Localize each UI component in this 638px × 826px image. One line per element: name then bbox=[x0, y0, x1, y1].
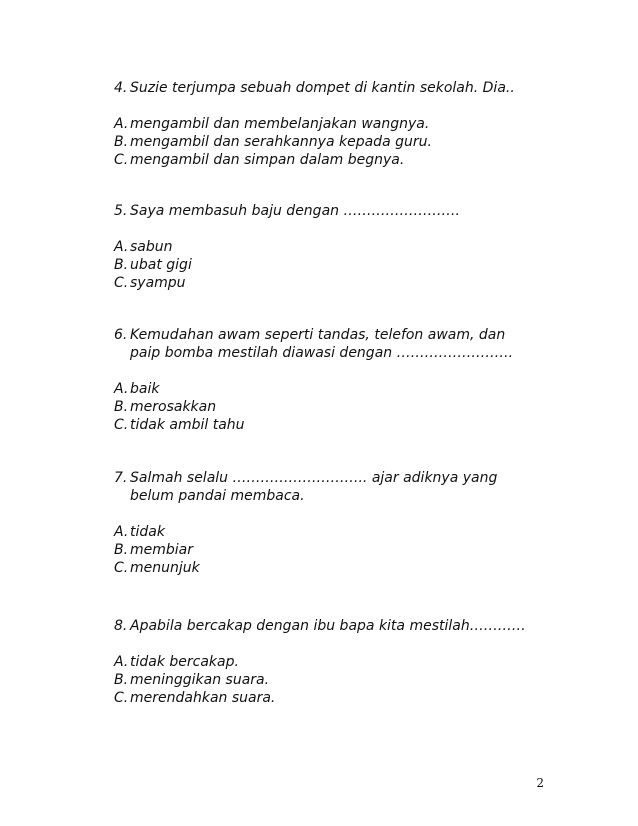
option-text: tidak ambil tahu bbox=[130, 417, 245, 433]
option-text: syampu bbox=[130, 275, 186, 291]
option-text: menunjuk bbox=[130, 560, 200, 576]
question-number: 5. bbox=[114, 203, 128, 219]
option-letter: A. bbox=[114, 239, 129, 255]
question-number: 8. bbox=[114, 618, 128, 634]
options-list bbox=[114, 523, 554, 577]
question-stem bbox=[114, 469, 554, 487]
option-text: tidak bercakap. bbox=[130, 654, 239, 670]
options-list bbox=[114, 238, 554, 292]
question-text: Apabila bercakap dengan ibu bapa kita mestilah………… bbox=[130, 618, 526, 634]
option-text: mengambil dan simpan dalam begnya. bbox=[130, 152, 405, 168]
option-b bbox=[114, 256, 554, 274]
option-b bbox=[114, 541, 554, 559]
option-letter: C. bbox=[114, 560, 129, 576]
option-letter: C. bbox=[114, 690, 129, 706]
option-letter: B. bbox=[114, 542, 129, 558]
option-letter: B. bbox=[114, 399, 129, 415]
option-a bbox=[114, 653, 554, 671]
option-text: merosakkan bbox=[130, 399, 217, 415]
option-text: tidak bbox=[130, 524, 165, 540]
question-stem bbox=[114, 79, 554, 97]
option-a bbox=[114, 523, 554, 541]
option-letter: C. bbox=[114, 417, 129, 433]
question-text: Kemudahan awam seperti tandas, telefon awam, dan bbox=[130, 327, 506, 343]
option-a bbox=[114, 238, 554, 256]
option-letter: A. bbox=[114, 524, 129, 540]
question-6 bbox=[114, 326, 554, 434]
question-text: Suzie terjumpa sebuah dompet di kantin sekolah. Dia.. bbox=[130, 80, 515, 96]
options-list bbox=[114, 380, 554, 434]
option-text: baik bbox=[130, 381, 160, 397]
option-text: ubat gigi bbox=[130, 257, 192, 273]
option-b bbox=[114, 133, 554, 151]
question-text: belum pandai membaca. bbox=[130, 488, 305, 504]
question-stem bbox=[114, 202, 554, 220]
option-c bbox=[114, 151, 554, 169]
question-4 bbox=[114, 79, 554, 169]
option-c bbox=[114, 416, 554, 434]
option-letter: A. bbox=[114, 116, 129, 132]
question-5 bbox=[114, 202, 554, 292]
option-letter: C. bbox=[114, 275, 129, 291]
question-text: paip bomba mestilah diawasi dengan ……………………. bbox=[130, 345, 514, 361]
option-a bbox=[114, 115, 554, 133]
option-c bbox=[114, 274, 554, 292]
option-a bbox=[114, 380, 554, 398]
option-text: merendahkan suara. bbox=[130, 690, 276, 706]
options-list bbox=[114, 653, 554, 707]
question-number: 6. bbox=[114, 327, 128, 343]
option-text: sabun bbox=[130, 239, 173, 255]
page-number: 2 bbox=[536, 776, 544, 790]
option-letter: A. bbox=[114, 381, 129, 397]
question-stem bbox=[114, 326, 554, 344]
option-text: meninggikan suara. bbox=[130, 672, 270, 688]
question-stem bbox=[114, 617, 554, 635]
question-number: 4. bbox=[114, 80, 128, 96]
options-list bbox=[114, 115, 554, 169]
question-7 bbox=[114, 469, 554, 577]
question-stem-continued bbox=[114, 344, 554, 362]
option-letter: C. bbox=[114, 152, 129, 168]
option-letter: B. bbox=[114, 257, 129, 273]
option-b bbox=[114, 398, 554, 416]
question-8 bbox=[114, 617, 554, 707]
option-text: mengambil dan membelanjakan wangnya. bbox=[130, 116, 430, 132]
option-text: membiar bbox=[130, 542, 193, 558]
option-c bbox=[114, 559, 554, 577]
question-text: Salmah selalu ……………………….. ajar adiknya yang bbox=[130, 470, 498, 486]
option-letter: A. bbox=[114, 654, 129, 670]
question-text: Saya membasuh baju dengan ……………………. bbox=[130, 203, 460, 219]
option-b bbox=[114, 671, 554, 689]
option-c bbox=[114, 689, 554, 707]
option-text: mengambil dan serahkannya kepada guru. bbox=[130, 134, 432, 150]
option-letter: B. bbox=[114, 134, 129, 150]
question-stem-continued bbox=[114, 487, 554, 505]
option-letter: B. bbox=[114, 672, 129, 688]
question-number: 7. bbox=[114, 470, 128, 486]
